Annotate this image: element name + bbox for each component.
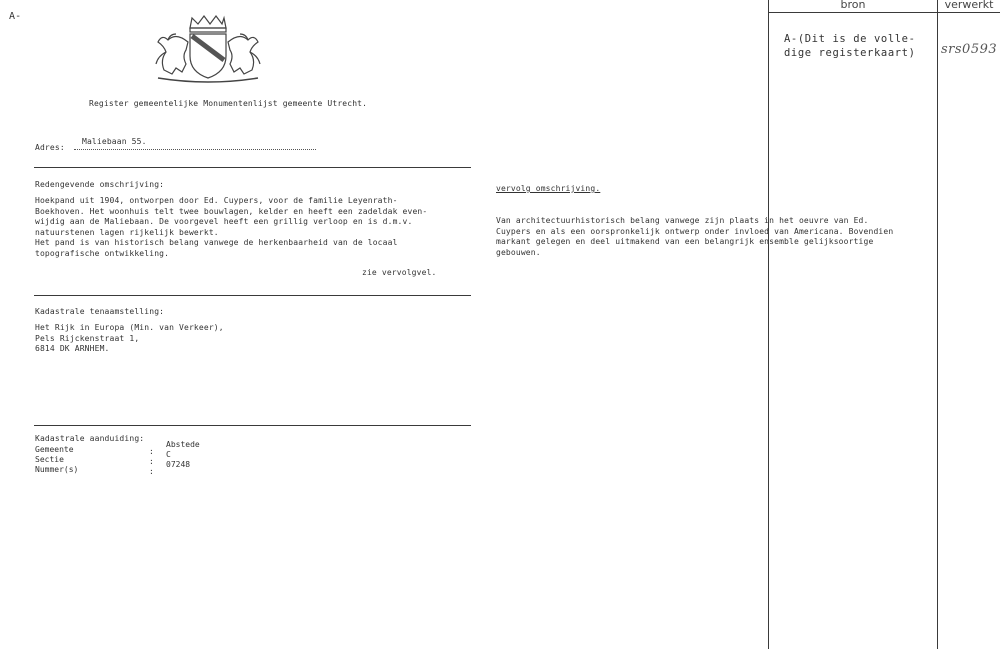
aanduiding-separators bbox=[149, 447, 154, 477]
bron-note-line: dige registerkaart) bbox=[784, 47, 916, 59]
text-line: Cuypers en als een oorspronkelijk ontwerp onder invloed van Americana. Bovendien bbox=[496, 226, 894, 236]
tenaamstelling-text bbox=[35, 323, 224, 355]
text-line: Boekhoven. Het woonhuis telt twee bouwlagen, kelder en heeft een zadeldak even- bbox=[35, 206, 428, 216]
adres-dotted-line bbox=[74, 149, 316, 150]
aanduiding-label-nummers: Nummer(s) bbox=[35, 465, 79, 474]
utrecht-coat-of-arms-icon bbox=[152, 12, 264, 84]
tenaamstelling-heading: Kadastrale tenaamstelling: bbox=[35, 307, 165, 316]
redengevende-heading: Redengevende omschrijving: bbox=[35, 180, 165, 189]
verwerkt-code: srs0593 bbox=[941, 42, 998, 57]
page-title: Register gemeentelijke Monumentenlijst gemeente Utrecht. bbox=[89, 99, 368, 108]
header-verwerkt: verwerkt bbox=[944, 0, 994, 11]
aanduiding-value-sectie: C bbox=[166, 450, 171, 459]
text-line: 6814 DK ARNHEM. bbox=[35, 344, 110, 353]
column-divider-left bbox=[768, 0, 769, 649]
redengevende-text bbox=[35, 196, 427, 259]
vervolg-text bbox=[496, 216, 893, 258]
text-line: markant gelegen en deel uitmakend van een belangrijk ensemble gelijksoortige bbox=[496, 237, 874, 246]
header-bron: bron bbox=[840, 0, 866, 11]
aanduiding-sep: : bbox=[149, 457, 154, 466]
section-rule-3 bbox=[34, 425, 471, 426]
aanduiding-values bbox=[166, 440, 200, 470]
bron-note bbox=[784, 32, 916, 60]
text-line: natuurstenen lagen rijkelijk bewerkt. bbox=[35, 227, 219, 237]
aanduiding-value-nummers: 07248 bbox=[166, 460, 191, 469]
aanduiding-label-sectie: Sectie bbox=[35, 455, 64, 464]
text-line: topografische ontwikkeling. bbox=[35, 248, 170, 258]
text-line: Het pand is van historisch belang vanwege de herkenbaarheid van de locaal bbox=[35, 238, 398, 247]
bron-note-line: A-(Dit is de volle- bbox=[784, 33, 916, 45]
adres-value: Maliebaan 55. bbox=[82, 137, 147, 146]
adres-label: Adres: bbox=[35, 143, 65, 152]
text-line: Hoekpand uit 1904, ontworpen door Ed. Cuypers, voor de familie Leyenrath- bbox=[35, 196, 398, 205]
text-line: Het Rijk in Europa (Min. van Verkeer), bbox=[35, 323, 224, 332]
corner-mark: A- bbox=[9, 11, 22, 22]
vervolg-heading: vervolg omschrijving. bbox=[496, 184, 601, 193]
header-rule bbox=[768, 12, 1000, 13]
aanduiding-sep: : bbox=[149, 467, 154, 476]
zie-vervolgvel: zie vervolgvel. bbox=[362, 268, 437, 277]
column-divider-right bbox=[937, 0, 938, 649]
section-rule-2 bbox=[34, 295, 471, 296]
aanduiding-labels bbox=[35, 445, 78, 475]
aanduiding-value-gemeente: Abstede bbox=[166, 440, 200, 449]
text-line: gebouwen. bbox=[496, 247, 541, 257]
text-line: Pels Rijckenstraat 1, bbox=[35, 333, 140, 343]
section-rule-1 bbox=[34, 167, 471, 168]
text-line: wijdig aan de Maliebaan. De voorgevel heeft een grillig verloop en is d.m.v. bbox=[35, 217, 413, 226]
aanduiding-label-gemeente: Gemeente bbox=[35, 445, 74, 454]
aanduiding-sep: : bbox=[149, 447, 154, 456]
text-line: Van architectuurhistorisch belang vanwege zijn plaats in het oeuvre van Ed. bbox=[496, 216, 869, 225]
aanduiding-heading: Kadastrale aanduiding: bbox=[35, 434, 145, 443]
